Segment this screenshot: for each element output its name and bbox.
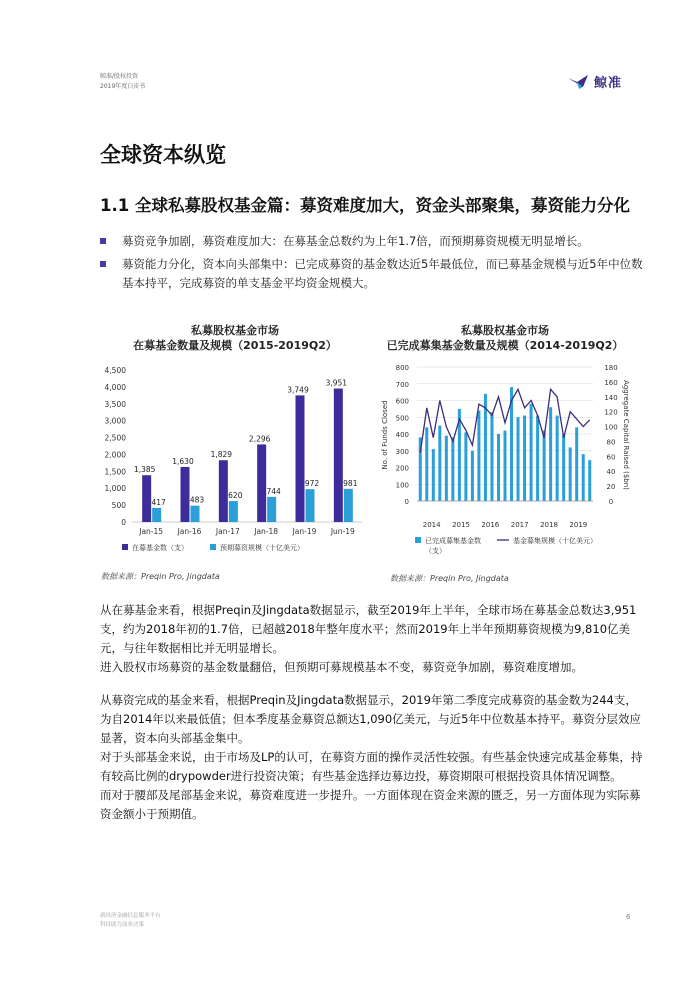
y-tick-label: 2,000 [104,450,126,460]
bar [181,467,190,522]
legend-swatch [122,544,128,550]
bar [432,449,435,501]
bullet-list [100,232,645,297]
data-label: 483 [189,495,205,505]
logo-text: 鲸准 [594,76,623,91]
y-right-tick-label: 120 [604,408,618,417]
bar [257,444,266,522]
y-tick-label: 1,000 [104,484,126,494]
bar [191,506,200,522]
bar [152,508,161,522]
header-line1: 鲸准/股权投资 [100,73,139,80]
page-header [100,72,145,92]
bar [504,431,507,501]
y-tick-label: 1,500 [104,467,126,477]
right-chart-title [375,323,635,353]
y-left-tick-label: 500 [395,414,409,423]
y-tick-label: 3,500 [104,399,126,409]
data-label: 972 [304,479,320,489]
legend-label: （支） [425,547,446,555]
y-tick-label: 4,000 [104,382,126,392]
legend-label: 已完成募集基金数 [425,537,481,545]
y-tick-label: 500 [111,501,126,511]
bar [445,436,448,501]
y-right-tick-label: 160 [604,378,618,387]
y-left-tick-label: 0 [404,498,409,506]
y-tick-label: 4,500 [104,366,126,375]
bar [438,426,441,501]
bar [142,475,151,522]
bar [588,460,591,501]
bar [549,407,552,501]
y-right-tick-label: 100 [604,423,618,432]
page-title: 全球资本纵览 [100,143,226,167]
bar [497,434,500,501]
x-tick-label: Jan-15 [139,527,164,536]
paragraph-text: 从募资完成的基金来看，根据Preqin及Jingdata数据显示，2019年第二季度完成募资的基金数为244支，为自2014年以来最低值；但本季度基金募资总额达1,090亿美元，与近5年中位数基本持平。募资分层效应显著，资本向头部基金集中。 [100,693,642,745]
x-year-label: 2016 [481,521,500,529]
data-label: 3,749 [287,385,309,395]
right-chart-title-line1: 私募股权基金市场 [461,324,549,337]
paragraph-text: 对于头部基金来说，由于市场及LP的认可，在募资方面的操作灵活性较强。有些基金快速完成基金募集，持有较高比例的drypowder进行投资决策；有些基金选择边募边投，募资期限可根据投资具体情况调整。 [100,750,643,783]
y-left-tick-label: 600 [395,397,409,406]
legend-label: 基金募集规模（十亿美元） [513,537,597,545]
y-left-tick-label: 200 [395,464,409,473]
bar [334,389,343,522]
bullet-square-icon [100,261,106,267]
bar [530,404,533,501]
x-tick-label: Jan-17 [215,527,240,536]
bar [562,434,565,501]
y-left-tick-label: 100 [395,481,409,490]
legend-swatch [415,537,421,543]
list-item [100,255,645,293]
y-right-tick-label: 80 [606,438,616,447]
x-year-label: 2015 [452,521,470,529]
data-label: 1,829 [210,450,233,460]
x-tick-label: Jan-19 [292,527,317,536]
bar [523,416,526,501]
left-chart-source: 数据来源：Preqin Pro, Jingdata [101,572,220,581]
page-footer [100,912,161,930]
bar [556,416,559,501]
data-label: 3,951 [325,378,348,388]
bar [219,460,228,522]
bar [229,501,238,522]
bar [267,497,276,522]
data-label: 1,630 [172,456,194,466]
bar [306,489,315,522]
bullet-text: 募资竞争加剧，募资难度加大：在募基金总数约为上年1.7倍，而预期募资规模无明显增长。 [122,234,589,248]
paragraph-funds-in-market [100,601,645,677]
bar [471,451,474,501]
data-label: 2,296 [248,434,271,444]
data-label: 981 [343,478,358,488]
bullet-square-icon [100,238,106,244]
bar [425,427,428,501]
footer-line1: 新经济金融信息服务平台 [100,913,161,919]
data-label: 1,385 [133,465,156,475]
bar [536,416,539,501]
x-tick-label: Jan-16 [177,527,202,536]
y-left-tick-label: 800 [395,364,409,372]
x-year-label: 2018 [540,521,558,529]
paragraph-funds-closed [100,691,645,824]
bar [344,489,353,522]
bar [296,395,305,522]
x-tick-label: Jun-19 [330,527,355,536]
footer-line2: 科技助力商业决策 [100,922,145,928]
bar [477,411,480,501]
funds-closed-chart [375,355,635,565]
right-chart-title-line2: 已完成募集基金数量及规模（2014-2019Q2） [386,339,624,352]
data-label: 620 [228,491,243,501]
data-label: 744 [266,486,281,496]
bar [582,454,585,501]
y-right-axis-label: Aggregate Capital Raised ($bn) [622,380,630,490]
bar [543,431,546,501]
bar [569,447,572,501]
x-tick-label: Jan-18 [254,527,279,536]
y-right-tick-label: 40 [606,468,616,477]
header-line2: 2019年度白皮书 [100,83,146,90]
bar [517,417,520,501]
y-left-axis-label: No. of Funds Closed [381,400,389,470]
legend-label: 在募基金数（支） [132,544,188,552]
bullet-text: 募资能力分化，资本向头部集中：已完成募资的基金数达近5年最低位，而已募基金规模与近5年中位数基本持平，完成募资的单支基金平均资金规模大。 [122,257,643,290]
bar [490,412,493,501]
y-tick-label: 3,000 [104,416,126,426]
y-right-tick-label: 20 [606,483,616,492]
y-right-tick-label: 0 [608,498,614,506]
list-item [100,232,645,251]
x-year-label: 2014 [422,521,441,529]
y-left-tick-label: 300 [395,447,409,456]
x-year-label: 2019 [569,521,588,529]
y-right-tick-label: 180 [604,364,618,372]
whale-logo-icon [567,74,589,90]
y-tick-label: 0 [121,518,126,527]
brand-logo [567,72,622,91]
bar [575,427,578,501]
section-title: 1.1 全球私募股权基金篇：募资难度加大，资金头部聚集，募资能力分化 [100,196,630,215]
legend-swatch [210,544,216,550]
bar [451,437,454,501]
left-chart-title [105,323,365,353]
y-left-tick-label: 700 [395,380,409,389]
right-chart-source: 数据来源：Preqin Pro, Jingdata [390,574,509,583]
page-number: 6 [626,913,631,921]
data-label: 417 [151,497,166,507]
bar [464,432,467,501]
paragraph-text: 从在募基金来看，根据Preqin及Jingdata数据显示，截至2019年上半年，全球市场在募基金总数达3,951支，约为2018年初的1.7倍，已超越2018年整年度水平；然而2019年上半年预期募资规模为9,810亿美元，与往年数据相比并无明显增长。 [100,603,637,655]
paragraph-text: 而对于腰部及尾部基金来说，募资难度进一步提升。一方面体现在资金来源的匮乏，另一方面体现为实际募资金额小于预期值。 [100,788,641,821]
y-left-tick-label: 400 [395,431,409,439]
y-tick-label: 2,500 [104,433,126,443]
y-right-tick-label: 140 [604,393,618,402]
left-chart-title-line1: 私募股权基金市场 [191,324,279,337]
funds-in-market-chart [92,360,367,560]
paragraph-text: 进入股权市场募资的基金数量翻倍，但预期可募规模基本不变，募资竞争加剧，募资难度增加。 [100,660,583,674]
x-year-label: 2017 [510,521,529,529]
left-chart-title-line2: 在募基金数量及规模（2015-2019Q2） [133,339,337,352]
y-right-tick-label: 60 [606,453,616,462]
legend-label: 预期募资规模（十亿美元） [220,544,304,552]
